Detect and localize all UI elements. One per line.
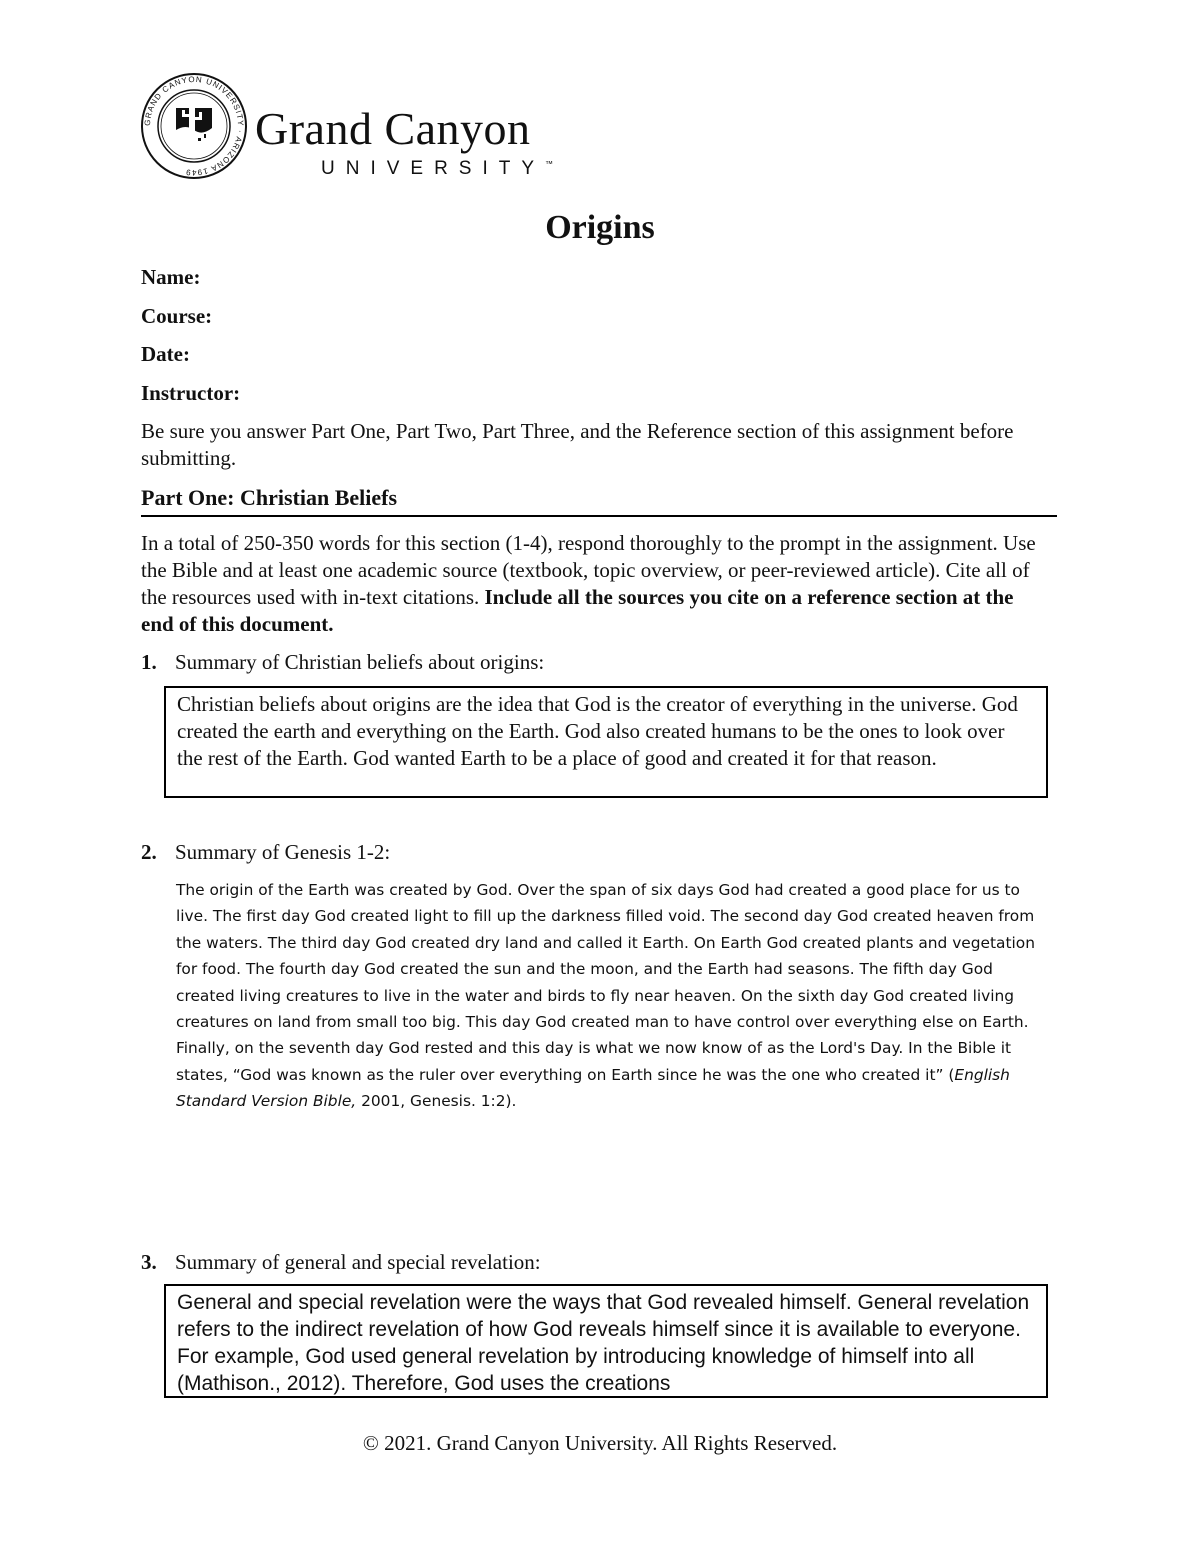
question-3-label: 3. Summary of general and special revelation: (141, 1250, 541, 1274)
intro-instructions: Be sure you answer Part One, Part Two, Part Three, and the Reference section of this assignment before submitting. (141, 419, 1014, 470)
question-1-answer-box[interactable] (164, 686, 1048, 798)
question-1-label: 1. Summary of Christian beliefs about origins: (141, 650, 545, 674)
date-field-label: Date: (141, 342, 190, 366)
wordmark-title: Grand Canyon (255, 103, 531, 154)
instructions-text: In a total of 250-350 words for this section (1-4), respond thoroughly to the prompt in the assignment. Use the Bible and at least one academic source (textbook, topic overview, or peer-reviewed article). Cite all of the resources used with in-text citations. (141, 531, 1036, 609)
question-2-label: 2. Summary of Genesis 1-2: (141, 840, 391, 864)
question-2-answer-text: The origin of the Earth was created by God. Over the span of six days God had created a good place for us to live. The first day God created light to fill up the darkness filled void. The second day God created heaven from the waters. The third day God created dry land and called it Earth. On Earth God created plants and vegetation for food. The fourth day God created the sun and the moon, and the Earth had seasons. The fifth day God created living creatures to live in the water and birds to fly near heaven. On the sixth day God created living creatures on land from small too big. This day God created man to have control over everything else on Earth. Finally, on the seventh day God rested and this day is what we now know of as the Lord's Day. In the Bible it states, “God was known as the ruler over everything on Earth since he was the one who created it” (English Standard Version Bible, 2001, Genesis. 1:2). (176, 881, 1035, 1111)
course-field-label: Course: (141, 304, 213, 328)
gcu-logo (140, 72, 620, 180)
page-title: Origins (545, 209, 655, 246)
seal-ring-text: GRAND CANYON UNIVERSITY · ARIZONA 1949 (142, 74, 246, 178)
name-field-label: Name: (141, 265, 201, 289)
question-1-answer-text: Christian beliefs about origins are the idea that God is the creator of everything in the universe. God created the earth and everything on the Earth. God also created humans to be the ones to look over the rest of the Earth. God wanted Earth to be a place of good and created it for that reason. (177, 692, 1018, 770)
part-one-instructions (141, 530, 1051, 638)
part-one-heading: Part One: Christian Beliefs (141, 483, 1057, 517)
instructor-field-label: Instructor: (141, 381, 241, 405)
wordmark-subtitle: UNIVERSITY™ (321, 158, 554, 179)
question-3-answer-box[interactable] (164, 1284, 1048, 1398)
copyright-footer: © 2021. Grand Canyon University. All Rights Reserved. (362, 1431, 838, 1455)
citation-italic: English Standard Version Bible, (176, 1065, 1010, 1111)
university-seal-icon (140, 72, 248, 180)
instructions-bold-text: Include all the sources you cite on a reference section at the end of this document. (141, 585, 1014, 636)
question-3-answer-text: General and special revelation were the ways that God revealed himself. General revelation refers to the indirect revelation of how God reveals himself since it is available to everyone. For example, God used general revelation by introducing knowledge of himself into all (Mathison., 2012). Therefore, God uses the creations (177, 1291, 1030, 1395)
